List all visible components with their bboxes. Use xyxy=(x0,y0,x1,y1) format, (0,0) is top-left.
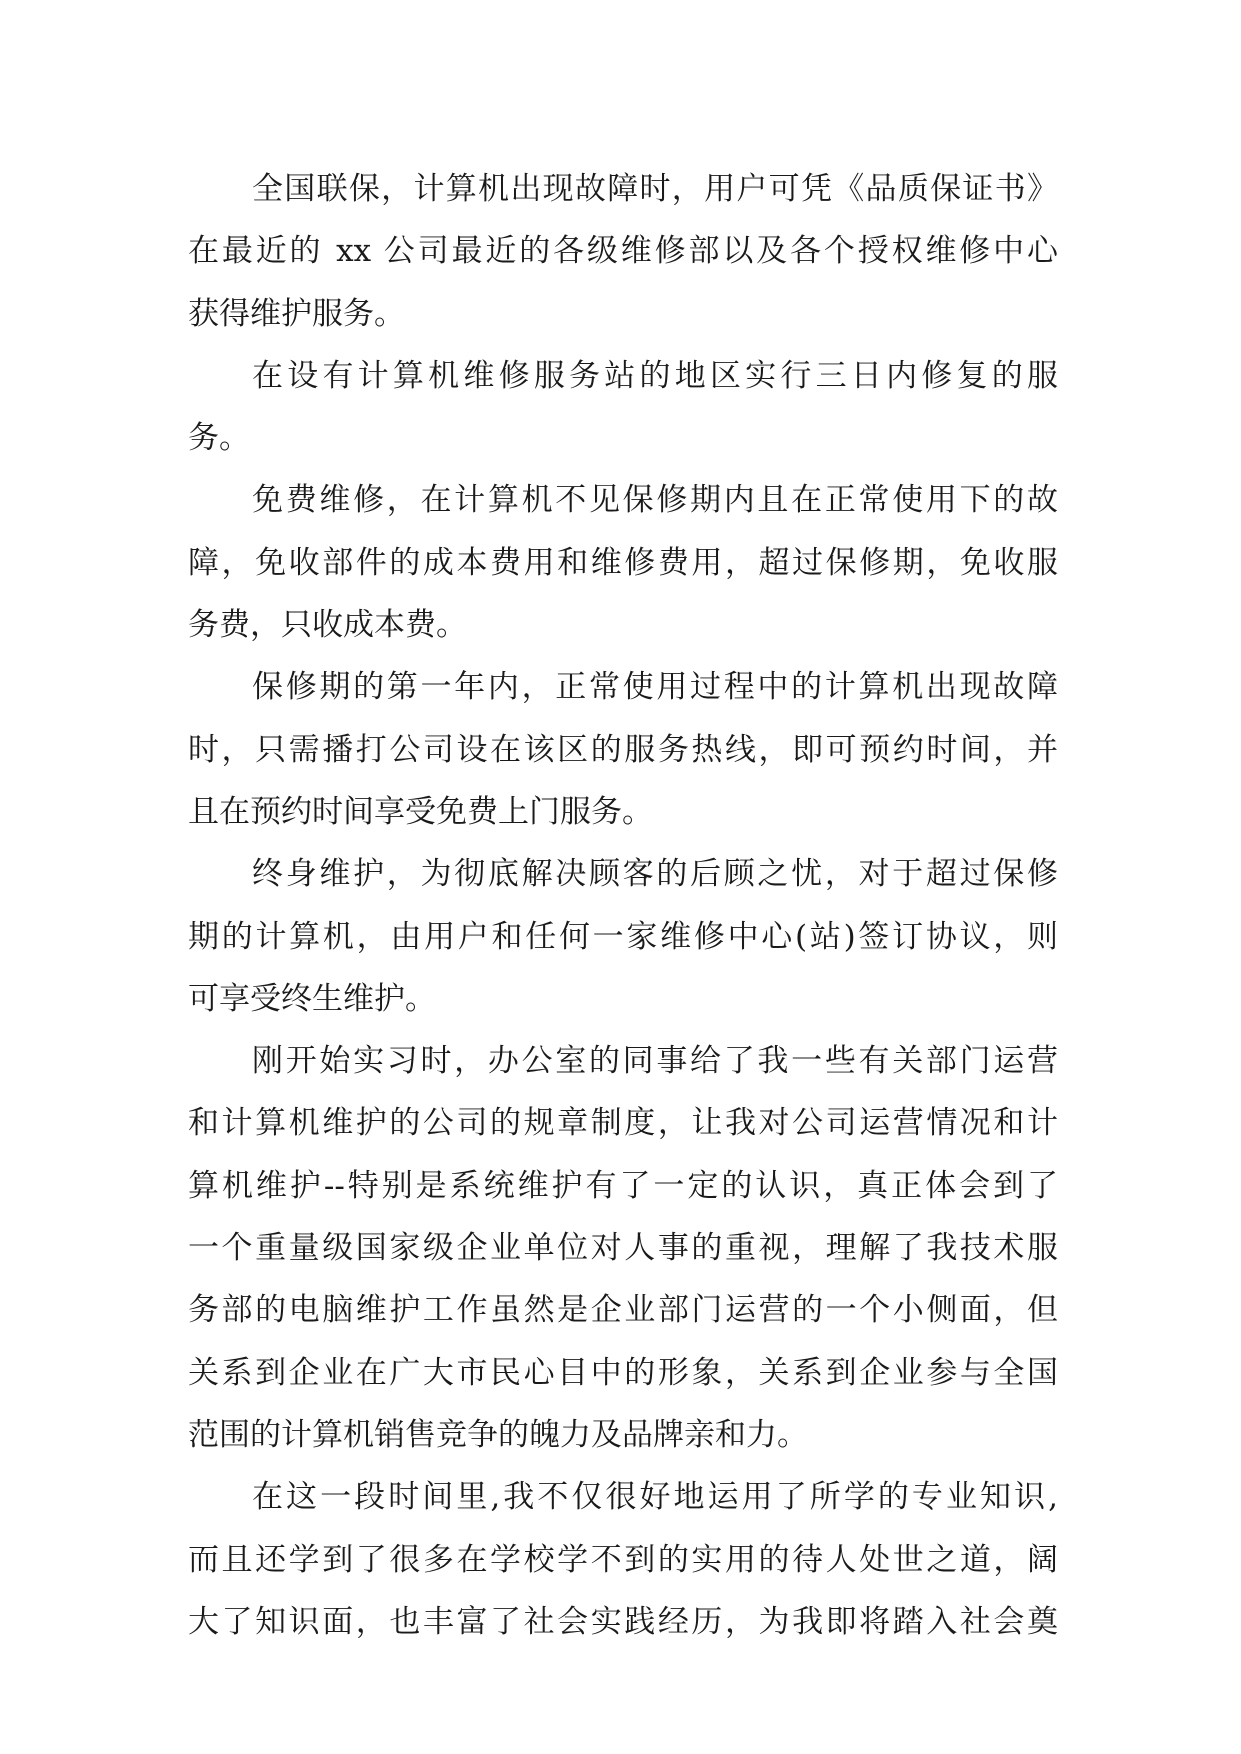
text-line: 务部的电脑维护工作虽然是企业部门运营的一个小侧面，但 xyxy=(188,1292,1058,1329)
text-line: 终身维护，为彻底解决顾客的后顾之忧，对于超过保修 xyxy=(252,856,1058,893)
text-line: 务。 xyxy=(188,420,250,457)
text-line: 一个重量级国家级企业单位对人事的重视，理解了我技术服 xyxy=(188,1230,1058,1267)
text-line: 范围的计算机销售竞争的魄力及品牌亲和力。 xyxy=(188,1416,808,1453)
paragraph xyxy=(188,1466,1058,1653)
text-line: 和计算机维护的公司的规章制度，让我对公司运营情况和计 xyxy=(188,1105,1058,1142)
text-line: 在这一段时间里,我不仅很好地运用了所学的专业知识, xyxy=(252,1479,1058,1516)
text-line: 算机维护--特别是系统维护有了一定的认识，真正体会到了 xyxy=(188,1167,1058,1204)
paragraph xyxy=(188,469,1058,656)
text-line: 刚开始实习时，办公室的同事给了我一些有关部门运营 xyxy=(252,1043,1058,1080)
document-body xyxy=(188,158,1058,1653)
text-line: 障，免收部件的成本费用和维修费用，超过保修期，免收服 xyxy=(188,544,1058,581)
text-line: 且在预约时间享受免费上门服务。 xyxy=(188,793,653,830)
text-line: 可享受终生维护。 xyxy=(188,980,436,1017)
text-line: 在设有计算机维修服务站的地区实行三日内修复的服 xyxy=(252,357,1058,394)
text-line: 在最近的 xx 公司最近的各级维修部以及各个授权维修中心 xyxy=(188,233,1058,270)
text-line: 时，只需播打公司设在该区的服务热线，即可预约时间，并 xyxy=(188,731,1058,768)
text-line: 大了知识面，也丰富了社会实践经历，为我即将踏入社会奠 xyxy=(188,1603,1058,1640)
paragraph xyxy=(188,1030,1058,1466)
text-line: 免费维修，在计算机不见保修期内且在正常使用下的故 xyxy=(252,482,1058,519)
paragraph xyxy=(188,843,1058,1030)
text-line: 保修期的第一年内，正常使用过程中的计算机出现故障 xyxy=(252,669,1058,706)
text-line: 全国联保，计算机出现故障时，用户可凭《品质保证书》 xyxy=(252,171,1058,207)
paragraph xyxy=(188,345,1058,470)
text-line: 而且还学到了很多在学校学不到的实用的待人处世之道，阔 xyxy=(188,1541,1058,1578)
text-line: 务费，只收成本费。 xyxy=(188,607,467,644)
text-line: 期的计算机，由用户和任何一家维修中心(站)签订协议，则 xyxy=(188,918,1058,955)
text-line: 关系到企业在广大市民心目中的形象，关系到企业参与全国 xyxy=(188,1354,1058,1391)
text-line: 获得维护服务。 xyxy=(188,295,405,332)
paragraph xyxy=(188,656,1058,843)
paragraph xyxy=(188,158,1058,345)
